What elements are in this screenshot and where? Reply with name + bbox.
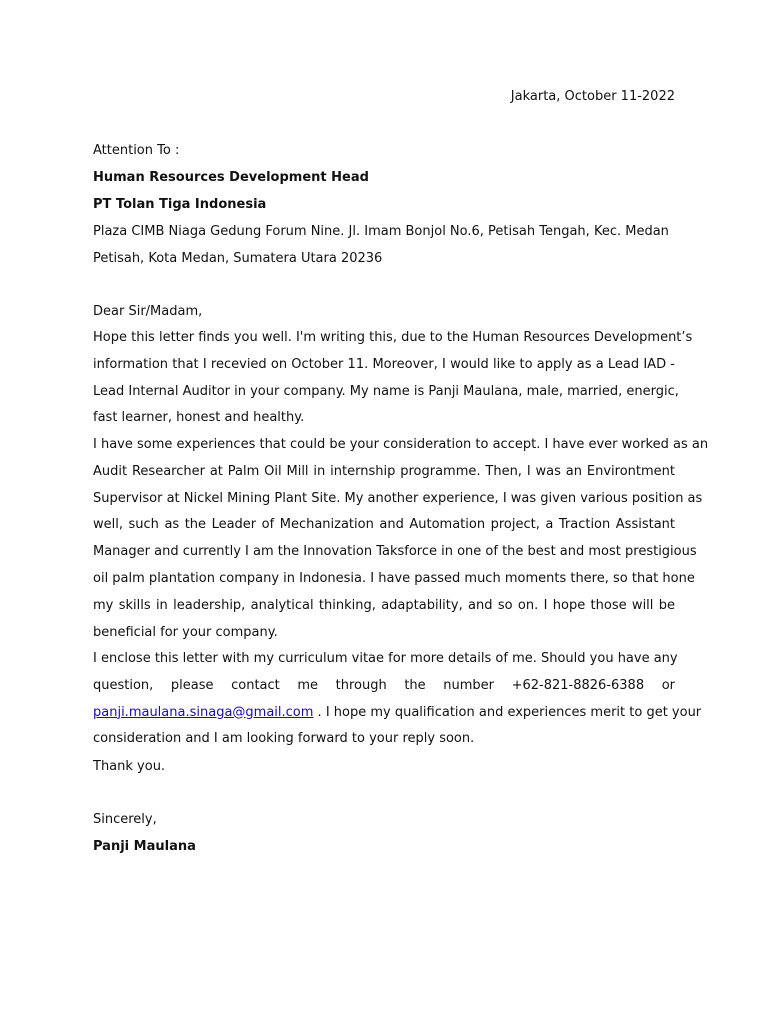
paragraph-intro	[93, 325, 693, 432]
paragraph-line: well, such as the Leader of Mechanization and Automation project, a Traction Assistant	[93, 517, 675, 533]
signature-name: Panji Maulana	[93, 839, 196, 854]
paragraph-line: information that I recevied on October 11. Moreover, I would like to apply as a Lead IAD -	[93, 356, 675, 372]
paragraph-line: beneficial for your company.	[93, 624, 278, 640]
thanks-line: Thank you.	[93, 759, 166, 774]
recipient-title: Human Resources Development Head	[93, 170, 369, 185]
address-line-1: Plaza CIMB Niaga Gedung Forum Nine. Jl. Imam Bonjol No.6, Petisah Tengah, Kec. Medan	[93, 224, 669, 239]
attention-label: Attention To :	[93, 143, 180, 158]
paragraph-line: my skills in leadership, analytical thinking, adaptability, and so on. I hope those will be	[93, 597, 675, 613]
email-link[interactable]: panji.maulana.sinaga@gmail.com	[93, 704, 314, 720]
paragraph-line: consideration and I am looking forward to your reply soon.	[93, 731, 475, 747]
salutation: Dear Sir/Madam,	[93, 304, 203, 319]
closing: Sincerely,	[93, 812, 157, 827]
paragraph-line: Audit Researcher at Palm Oil Mill in internship programme. Then, I was an Environtment	[93, 463, 675, 479]
paragraph-line: I enclose this letter with my curriculum vitae for more details of me. Should you have any	[93, 651, 678, 666]
paragraph-line: question, please contact me through the number +62-821-8826-6388 or	[93, 677, 675, 693]
address-line-2: Petisah, Kota Medan, Sumatera Utara 20236	[93, 251, 383, 266]
paragraph-contact	[93, 646, 702, 753]
paragraph-line: Lead Internal Auditor in your company. My name is Panji Maulana, male, married, energic,	[93, 383, 679, 399]
paragraph-line: Manager and currently I am the Innovation Taksforce in one of the best and most prestigious	[93, 544, 697, 560]
paragraph-line-rest: . I hope my qualification and experiences merit to get your	[313, 704, 702, 720]
paragraph-line: fast learner, honest and healthy.	[93, 410, 305, 426]
recipient-company: PT Tolan Tiga Indonesia	[93, 197, 267, 212]
paragraph-experience	[93, 432, 709, 646]
paragraph-line: Hope this letter finds you well. I'm writing this, due to the Human Resources Development’s	[93, 330, 693, 345]
place-date: Jakarta, October 11-2022	[510, 89, 675, 104]
paragraph-line: I have some experiences that could be your consideration to accept. I have ever worked as an	[93, 437, 709, 452]
paragraph-line: oil palm plantation company in Indonesia. I have passed much moments there, so that hone	[93, 570, 695, 586]
paragraph-line: Supervisor at Nickel Mining Plant Site. My another experience, I was given various position as	[93, 490, 703, 506]
paragraph-line-email	[93, 700, 702, 727]
